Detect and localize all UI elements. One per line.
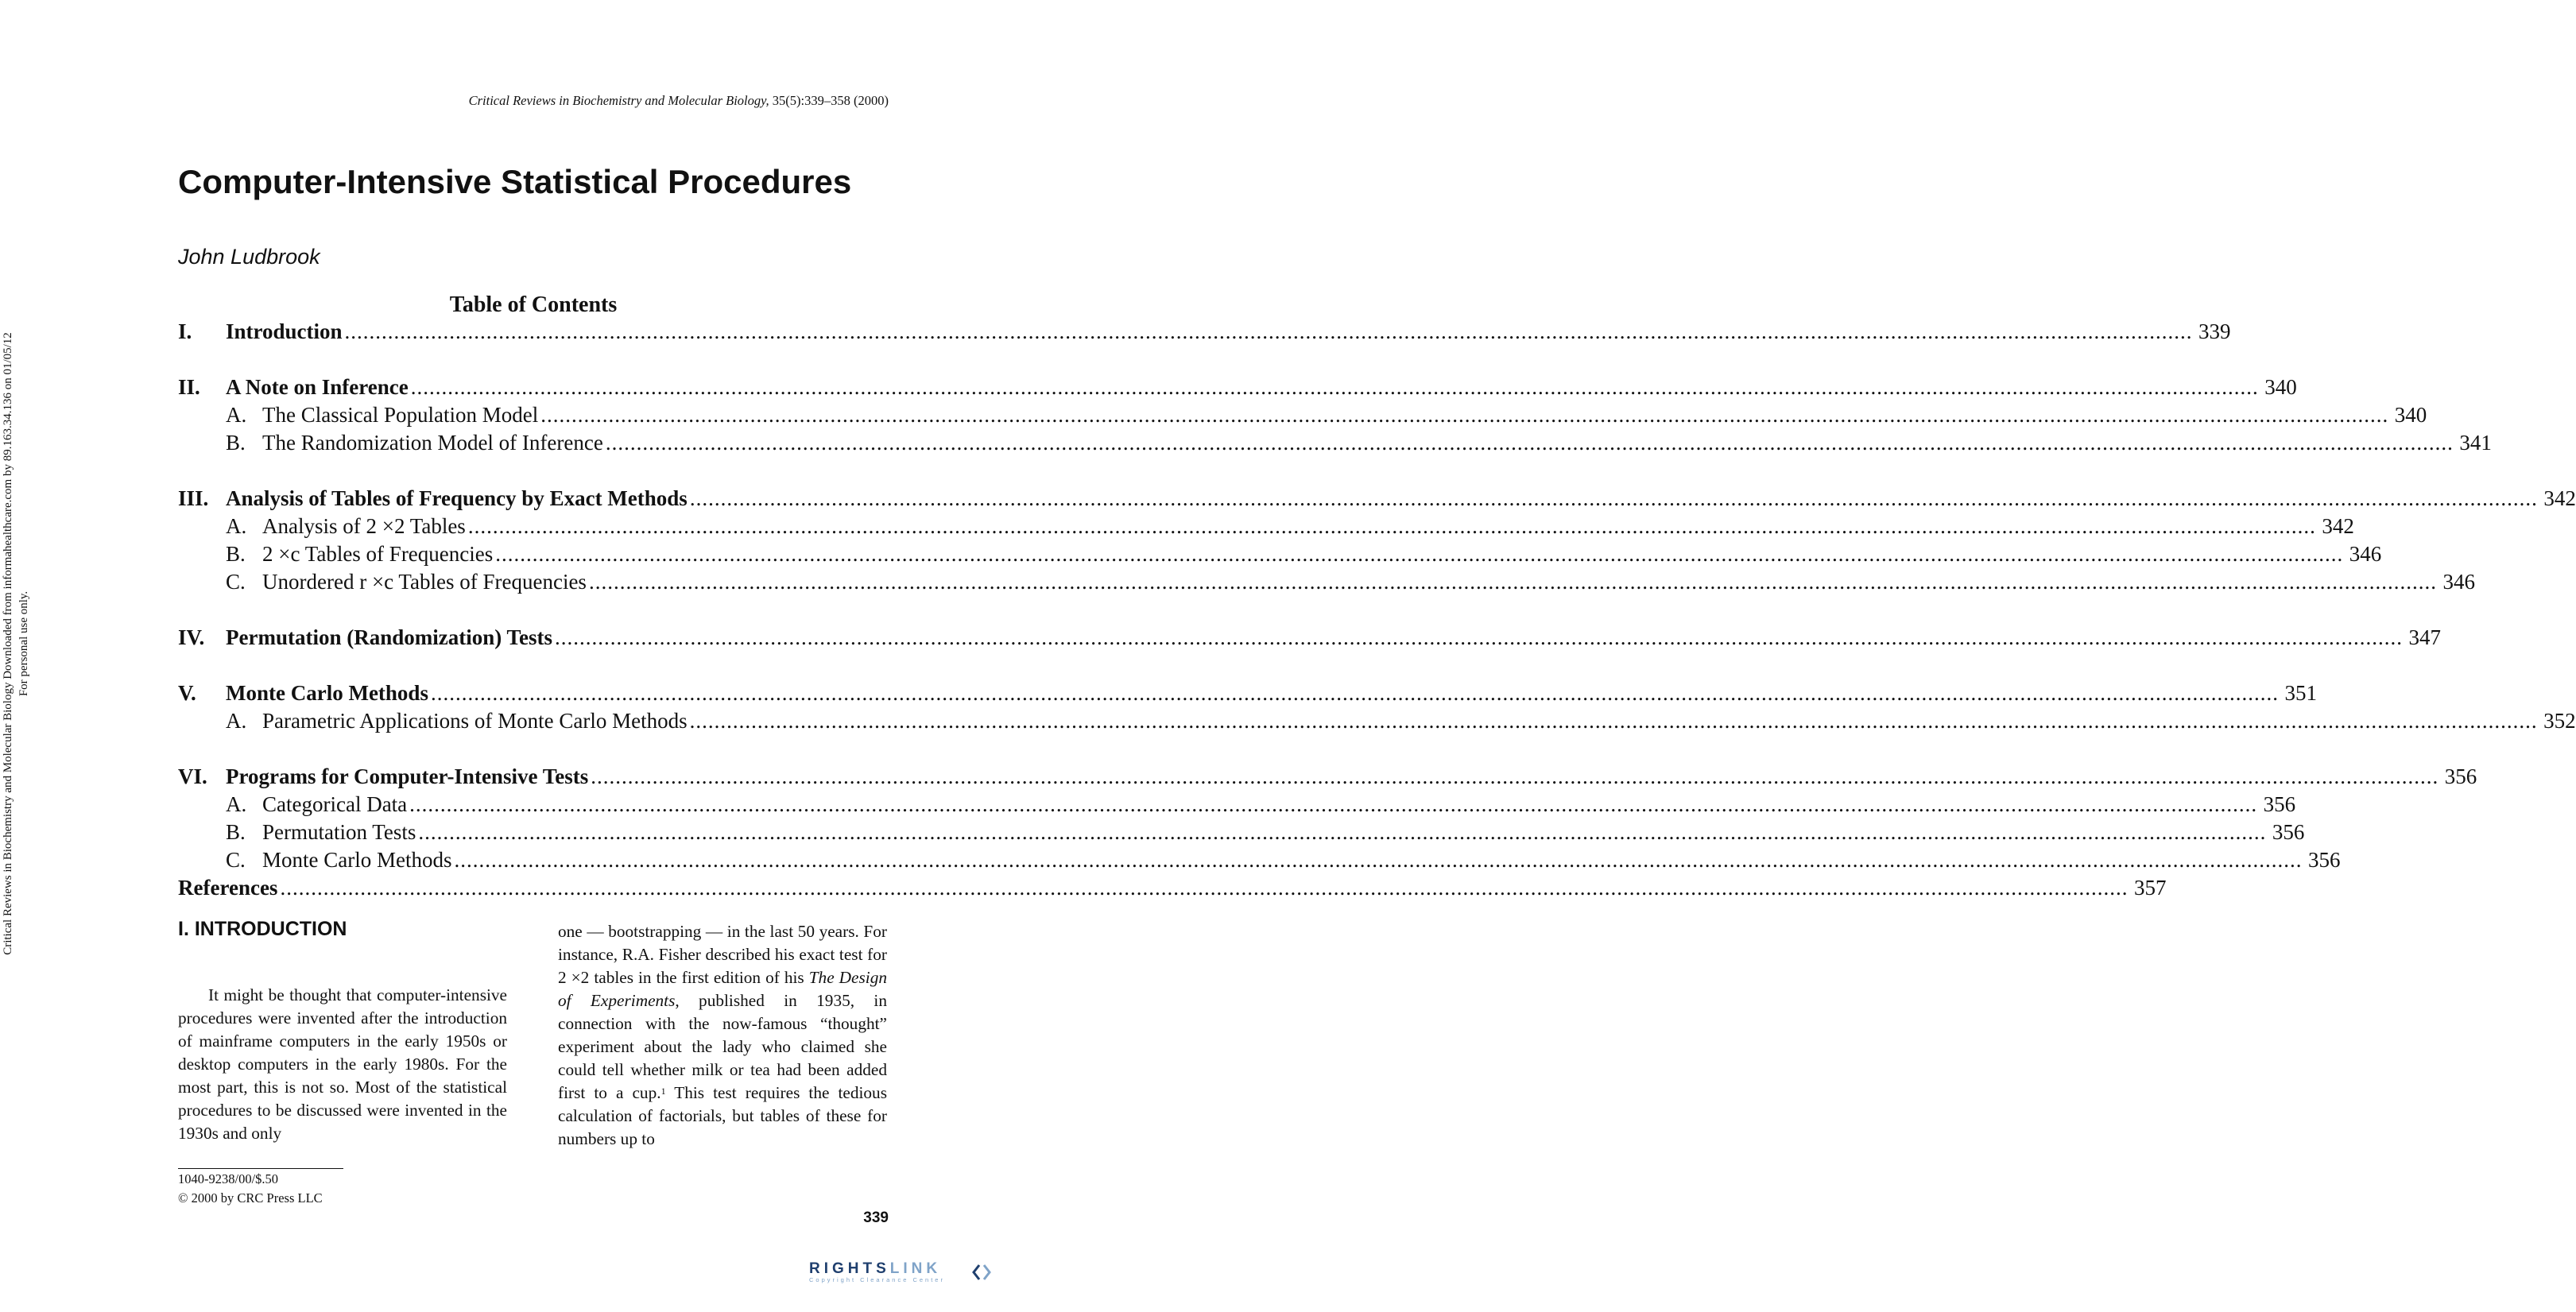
toc-subsection[interactable]	[178, 791, 2296, 819]
toc-dot-leader: ............................................................................................................................................................................................................................................................................................................	[409, 792, 2258, 816]
footnote-copyright: © 2000 by CRC Press LLC	[178, 1190, 323, 1206]
toc-section-monte-carlo[interactable]	[178, 679, 2317, 707]
introduction-heading: I. INTRODUCTION	[178, 918, 347, 940]
rightslink-rights: RIGHTS	[809, 1260, 890, 1277]
toc-subsection-title: Parametric Applications of Monte Carlo Methods	[262, 709, 688, 733]
rightslink-wordmark	[809, 1260, 992, 1278]
toc-section-introduction[interactable]	[178, 318, 2231, 346]
toc-page-number: 357	[2133, 876, 2167, 900]
toc-subsection-title: Categorical Data	[262, 792, 408, 816]
toc-section-title: Permutation (Randomization) Tests	[226, 625, 552, 649]
toc-subsection-title: 2 ×c Tables of Frequencies	[262, 542, 494, 566]
toc-page-number: 342	[2322, 514, 2354, 538]
toc-subsection[interactable]	[178, 846, 2341, 874]
footnote-issn: 1040-9238/00/$.50	[178, 1171, 279, 1186]
rightslink-subtitle: Copyright Clearance Center	[809, 1276, 945, 1283]
toc-section-title: Introduction	[226, 319, 343, 343]
toc-dot-leader: ............................................................................................................................................................................................................................................................................................................	[605, 431, 2454, 455]
toc-section-programs[interactable]	[178, 763, 2477, 791]
toc-page-number: 346	[2349, 542, 2382, 566]
rightslink-arrows-icon	[971, 1262, 992, 1283]
toc-page-number: 346	[2442, 570, 2475, 594]
introduction-right-column	[558, 920, 887, 1151]
toc-page-number: 340	[2394, 403, 2427, 427]
page-number: 339	[863, 1209, 889, 1226]
toc-references-title: References	[178, 876, 278, 900]
toc-section-number: II.	[178, 375, 200, 399]
toc-subsection-title: The Randomization Model of Inference	[262, 431, 603, 455]
toc-dot-leader: ............................................................................................................................................................................................................................................................................................................	[344, 319, 2193, 343]
toc-subsection-letter: C.	[226, 848, 246, 872]
table-of-contents	[178, 318, 2576, 902]
toc-subsection[interactable]	[178, 401, 2427, 429]
toc-subsection-letter: B.	[226, 431, 246, 455]
toc-page-number: 351	[2284, 681, 2317, 705]
toc-dot-leader: ............................................................................................................................................................................................................................................................................................................	[418, 820, 2267, 844]
toc-subsection-letter: B.	[226, 820, 246, 844]
toc-dot-leader: ............................................................................................................................................................................................................................................................................................................	[430, 681, 2279, 705]
journal-volume-pages: 35(5):339–358 (2000)	[772, 93, 889, 108]
toc-subsection[interactable]	[178, 707, 2576, 735]
toc-subsection-letter: A.	[226, 403, 247, 427]
intro-text-part: This test requires the tedious calculation of factorials, but tables of these for numbers up to	[558, 1083, 887, 1148]
toc-section-permutation[interactable]	[178, 624, 2441, 652]
article-title: Computer-Intensive Statistical Procedures	[178, 163, 852, 200]
toc-subsection-letter: C.	[226, 570, 246, 594]
toc-subsection[interactable]	[178, 819, 2305, 846]
toc-page-number: 339	[2198, 319, 2231, 343]
toc-section-number: IV.	[178, 625, 205, 649]
toc-page-number: 352	[2543, 709, 2576, 733]
journal-name: Critical Reviews in Biochemistry and Molecular Biology,	[468, 93, 769, 108]
toc-dot-leader: ............................................................................................................................................................................................................................................................................................................	[467, 514, 2316, 538]
rightslink-link: LINK	[889, 1260, 942, 1277]
toc-page-number: 356	[2307, 848, 2341, 872]
toc-subsection-letter: A.	[226, 514, 247, 538]
toc-page-number: 356	[2263, 792, 2296, 816]
toc-page-number: 356	[2272, 820, 2305, 844]
introduction-left-column: It might be thought that computer-intensive procedures were invented after the introduction of mainframe computers in the early 1950s or desktop computers in the early 1980s. For the most part, this is not so. Most of the statistical procedures to be discussed were invented in the 1930s and only	[178, 985, 507, 1143]
intro-text-part: one — bootstrapping — in the last 50 years. For instance, R.A. Fisher described his exact test for 2 ×2 tables in the first edition of his	[558, 922, 887, 987]
toc-subsection-title: Analysis of 2 ×2 Tables	[262, 514, 466, 538]
toc-page-number: 347	[2408, 625, 2441, 649]
journal-citation	[469, 93, 889, 109]
intro-text-part: , published in 1935, in connection with the now-famous “thought” experiment about the lady who claimed she could tell whether milk or tea had been added first to a cup.	[558, 991, 887, 1102]
toc-dot-leader: ............................................................................................................................................................................................................................................................................................................	[588, 570, 2437, 594]
toc-section-number: I.	[178, 319, 192, 343]
toc-page-number: 342	[2543, 486, 2576, 510]
rightslink-logo[interactable]	[809, 1260, 992, 1289]
toc-section-title: A Note on Inference	[226, 375, 409, 399]
toc-subsection-letter: A.	[226, 709, 247, 733]
footnote-divider	[178, 1168, 343, 1169]
toc-subsection[interactable]	[178, 568, 2475, 596]
toc-section-number: III.	[178, 486, 209, 510]
toc-dot-leader: ............................................................................................................................................................................................................................................................................................................	[591, 764, 2439, 788]
toc-subsection-title: Unordered r ×c Tables of Frequencies	[262, 570, 587, 594]
toc-dot-leader: ............................................................................................................................................................................................................................................................................................................	[689, 709, 2538, 733]
toc-dot-leader: ............................................................................................................................................................................................................................................................................................................	[689, 486, 2538, 510]
toc-section-number: V.	[178, 681, 196, 705]
article-author: John Ludbrook	[178, 245, 320, 269]
toc-dot-leader: ............................................................................................................................................................................................................................................................................................................	[540, 403, 2389, 427]
toc-subsection-letter: A.	[226, 792, 247, 816]
toc-page-number: 356	[2444, 764, 2477, 788]
toc-references[interactable]	[178, 874, 2167, 902]
toc-dot-leader: ............................................................................................................................................................................................................................................................................................................	[454, 848, 2303, 872]
personal-use-note: For personal use only.	[17, 590, 30, 697]
toc-subsection[interactable]	[178, 540, 2382, 568]
toc-subsection[interactable]	[178, 429, 2492, 457]
book-title: The Design of Experiments	[558, 968, 887, 1010]
toc-subsection-title: The Classical Population Model	[262, 403, 539, 427]
toc-section-number: VI.	[178, 764, 207, 788]
download-note-line: Critical Reviews in Biochemistry and Molecular Biology Downloaded from informahealthcare.com by 89.163.34.136 on 01/05/12	[2, 332, 14, 955]
footnote-reference[interactable]: 1	[660, 1086, 666, 1097]
toc-dot-leader: ............................................................................................................................................................................................................................................................................................................	[495, 542, 2344, 566]
toc-dot-leader: ............................................................................................................................................................................................................................................................................................................	[410, 375, 2259, 399]
toc-dot-leader: ............................................................................................................................................................................................................................................................................................................	[280, 876, 2129, 900]
toc-subsection-title: Permutation Tests	[262, 820, 416, 844]
toc-section-title: Analysis of Tables of Frequency by Exact Methods	[226, 486, 688, 510]
toc-page-number: 341	[2459, 431, 2492, 455]
toc-subsection-title: Monte Carlo Methods	[262, 848, 452, 872]
toc-subsection-letter: B.	[226, 542, 246, 566]
toc-page-number: 340	[2264, 375, 2297, 399]
toc-section-inference[interactable]	[178, 373, 2297, 401]
toc-section-title: Monte Carlo Methods	[226, 681, 428, 705]
toc-section-frequency-tables[interactable]	[178, 485, 2576, 513]
toc-dot-leader: ............................................................................................................................................................................................................................................................................................................	[555, 625, 2403, 649]
download-watermark	[0, 294, 35, 993]
toc-subsection[interactable]	[178, 513, 2354, 540]
toc-section-title: Programs for Computer-Intensive Tests	[226, 764, 589, 788]
toc-heading: Table of Contents	[449, 292, 618, 317]
